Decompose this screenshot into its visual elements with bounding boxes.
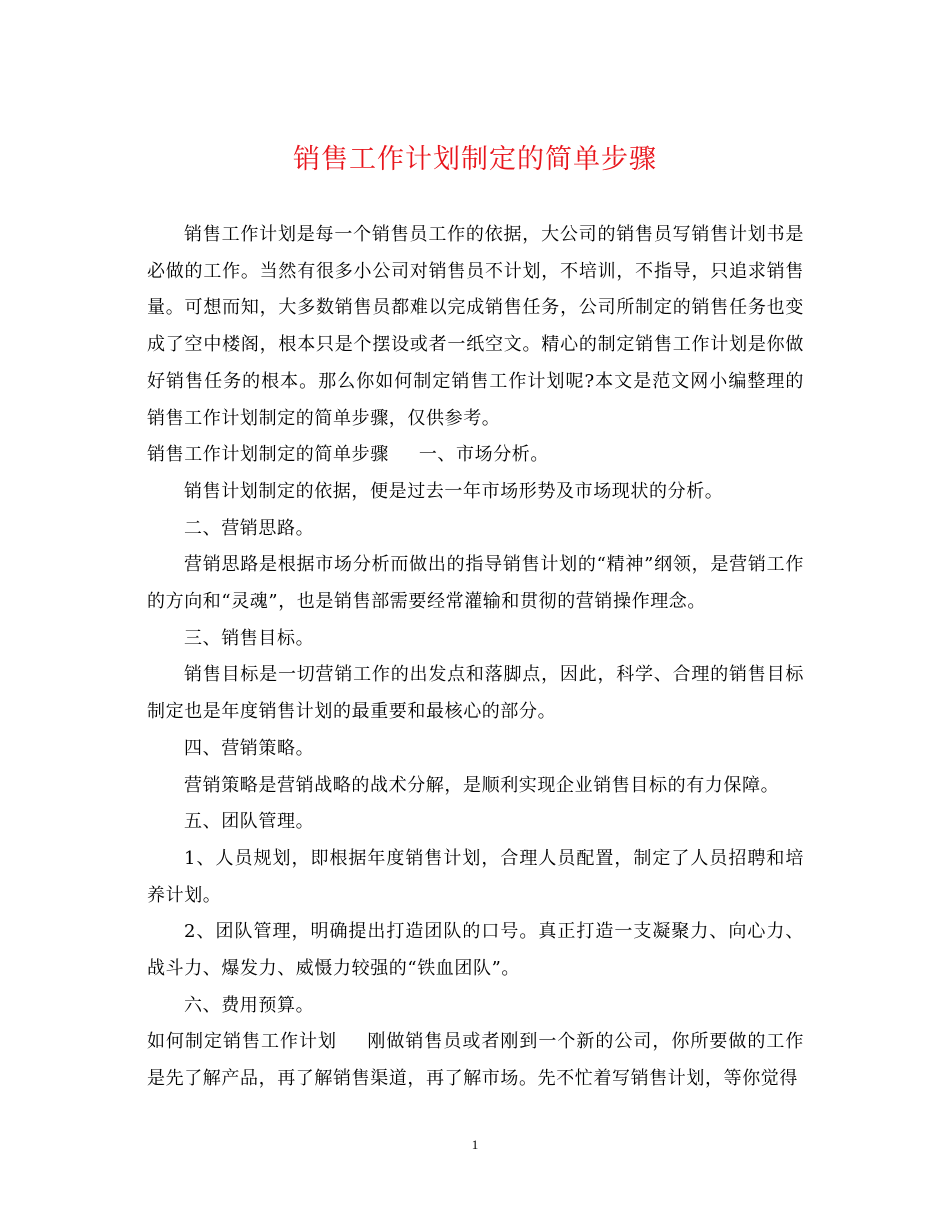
paragraph-intro: 销售工作计划是每一个销售员工作的依据，大公司的销售员写销售计划书是必做的工作。当然有很多小公司对销售员不计划，不培训，不指导，只追求销售量。可想而知，大多数销售员都难以完成销售任务，公司所制定的销售任务也变成了空中楼阁，根本只是个摆设或者一纸空文。精心的制定销售工作计划是你做好销售任务的根本。那么你如何制定销售工作计划呢?本文是范文网小编整理的销售工作计划制定的简单步骤，仅供参考。 — [147, 224, 804, 429]
inline-heading: 如何制定销售工作计划 — [147, 1031, 337, 1053]
document-title: 销售工作计划制定的简单步骤 — [293, 144, 657, 175]
document-body — [147, 217, 804, 1098]
paragraph-marketing-strategy: 营销策略是营销战略的战术分解，是顺利实现企业销售目标的有力保障。 — [184, 774, 780, 796]
section-heading-sales-targets: 三、销售目标。 — [184, 627, 315, 649]
section-heading-marketing-ideas: 二、营销思路。 — [184, 517, 315, 539]
paragraph-market-analysis: 销售计划制定的依据，便是过去一年市场形势及市场现状的分析。 — [184, 480, 724, 502]
paragraph-sales-targets: 销售目标是一切营销工作的出发点和落脚点，因此，科学、合理的销售目标制定也是年度销售计划的最重要和最核心的部分。 — [147, 664, 804, 723]
paragraph-staff-planning: 1、人员规划，即根据年度销售计划，合理人员配置，制定了人员招聘和培养计划。 — [147, 847, 804, 906]
paragraph-team-building: 2、团队管理，明确提出打造团队的口号。真正打造一支凝聚力、向心力、战斗力、爆发力、威慑力较强的“铁血团队”。 — [147, 921, 804, 980]
section-heading-team-management: 五、团队管理。 — [184, 811, 315, 833]
section-heading-budget: 六、费用预算。 — [184, 994, 315, 1016]
page-number: 1 — [471, 1137, 479, 1152]
section-heading-market-analysis: 一、市场分析。 — [418, 444, 550, 466]
paragraph-steps-heading — [147, 437, 804, 474]
paragraph-how-to-plan-text: 刚做销售员或者刚到一个新的公司，你所要做的工作是先了解产品，再了解销售渠道，再了解市场。先不忙着写销售计划，等你觉得 — [147, 1031, 804, 1090]
paragraph-marketing-ideas: 营销思路是根据市场分析而做出的指导销售计划的“精神”纲领，是营销工作的方向和“灵魂”，也是销售部需要经常灌输和贯彻的营销操作理念。 — [147, 554, 804, 613]
section-heading-marketing-strategy: 四、营销策略。 — [184, 737, 315, 759]
inline-heading: 销售工作计划制定的简单步骤 — [147, 444, 389, 466]
paragraph-how-to-plan — [147, 1024, 804, 1097]
